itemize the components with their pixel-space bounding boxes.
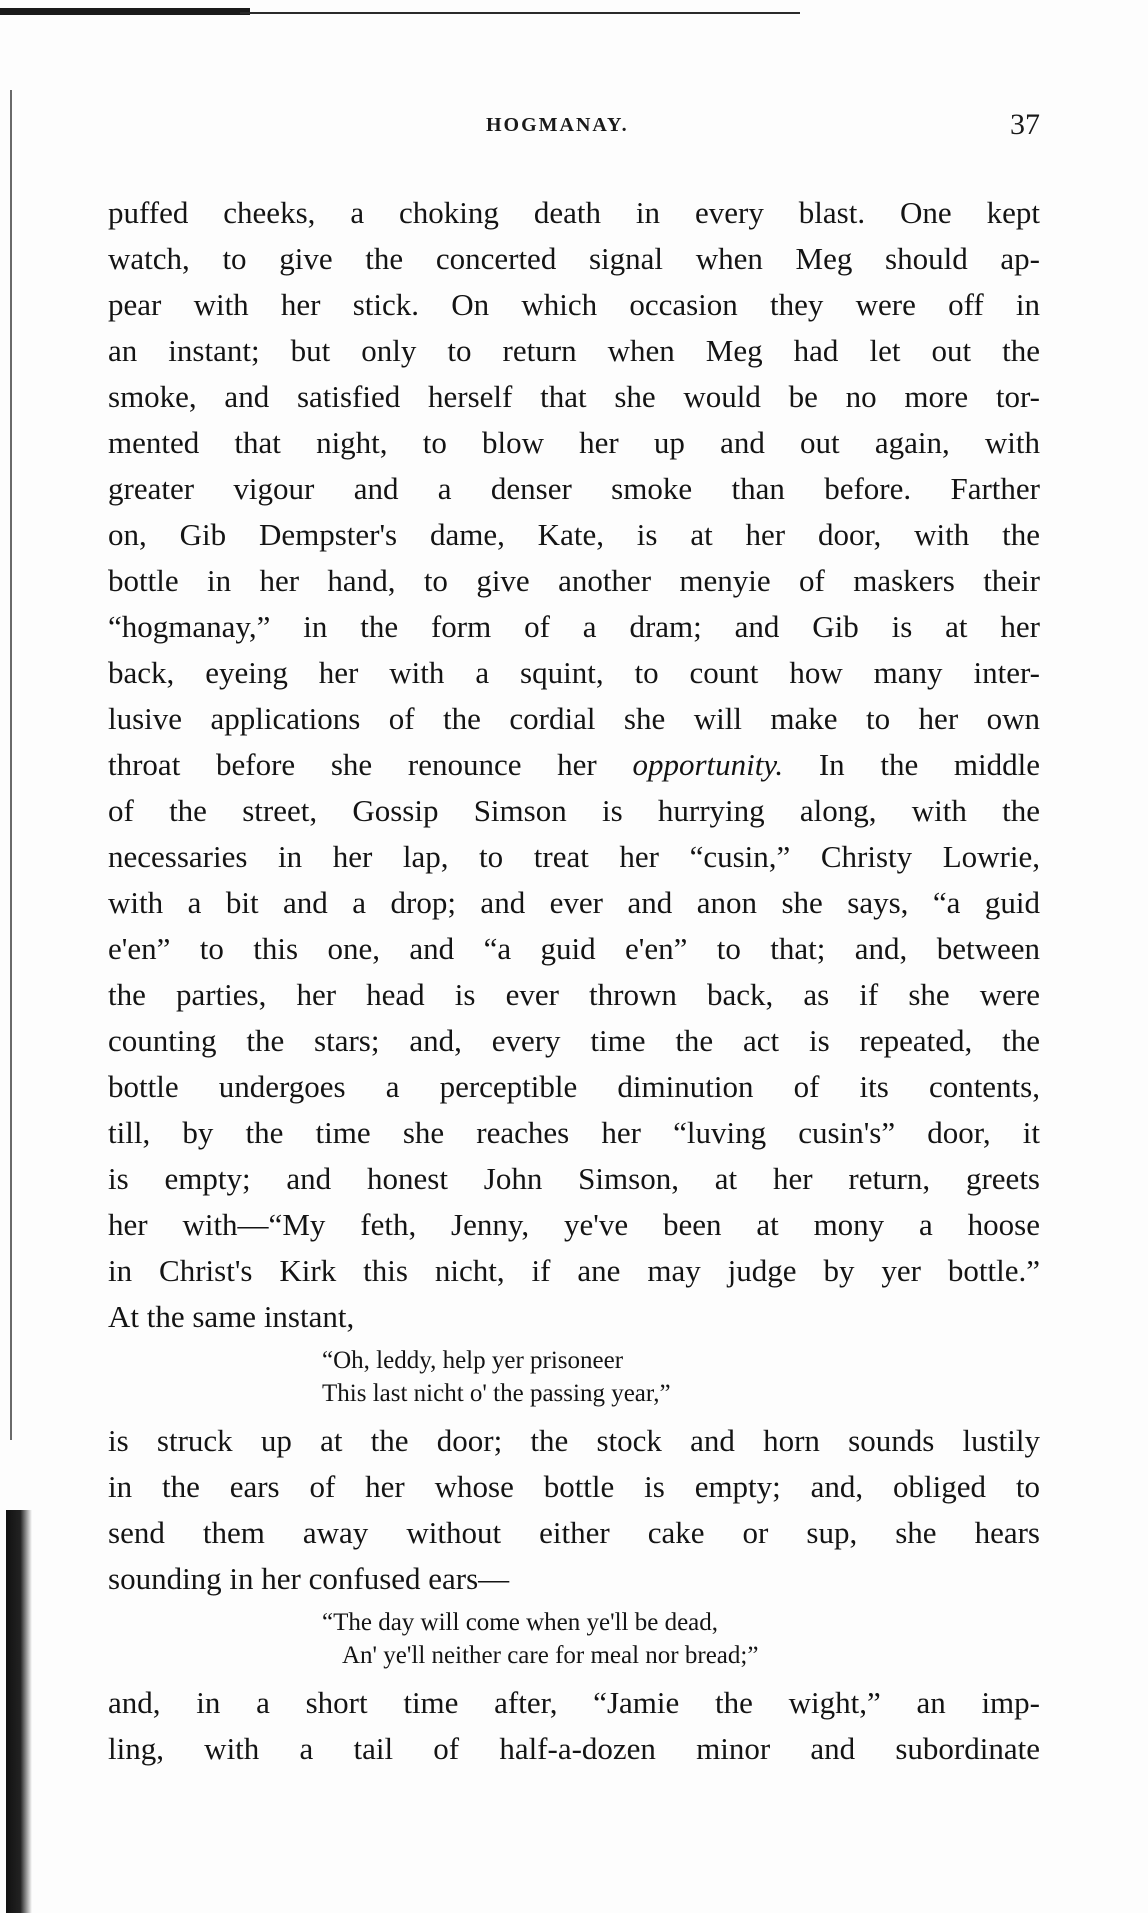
- text-line: with a bit and a drop; and ever and anon she says, “a guid: [108, 885, 1040, 920]
- text-line: in Christ's Kirk this nicht, if ane may judge by yer bottle.”: [108, 1253, 1040, 1288]
- binding-line: [10, 90, 12, 1440]
- text-line: is struck up at the door; the stock and horn sounds lustily: [108, 1423, 1040, 1458]
- top-rule-decoration: [0, 0, 800, 26]
- text-line: ling, with a tail of half-a-dozen minor and subordinate: [108, 1731, 1040, 1766]
- text-segment: In the middle: [783, 747, 1041, 782]
- text-line: back, eyeing her with a squint, to count how many inter-: [108, 655, 1040, 690]
- page-number: 37: [1010, 108, 1040, 141]
- text-line: necessaries in her lap, to treat her “cusin,” Christy Lowrie,: [108, 839, 1040, 874]
- text-line: counting the stars; and, every time the act is repeated, the: [108, 1023, 1040, 1058]
- body-text: [108, 190, 1040, 1772]
- text-line: send them away without either cake or sup, she hears: [108, 1515, 1040, 1550]
- text-line: and, in a short time after, “Jamie the wight,” an imp-: [108, 1685, 1040, 1720]
- page-binding-edge: [0, 90, 40, 1913]
- running-title: HOGMANAY.: [486, 114, 629, 136]
- text-line: of the street, Gossip Simson is hurrying along, with the: [108, 793, 1040, 828]
- text-line: lusive applications of the cordial she will make to her own: [108, 701, 1040, 736]
- text-line-with-italic: [108, 742, 1040, 788]
- text-line: the parties, her head is ever thrown back, as if she were: [108, 977, 1040, 1012]
- text-line: At the same instant,: [108, 1299, 355, 1334]
- text-line: smoke, and satisfied herself that she would be no more tor-: [108, 379, 1040, 414]
- text-segment: throat before she renounce her: [108, 747, 633, 782]
- text-line: is empty; and honest John Simson, at her return, greets: [108, 1161, 1040, 1196]
- text-line: till, by the time she reaches her “luving cusin's” door, it: [108, 1115, 1040, 1150]
- verse-line: An' ye'll neither care for meal nor bread;”: [342, 1642, 759, 1669]
- page-header: [108, 108, 1040, 148]
- text-line: bottle undergoes a perceptible diminution of its contents,: [108, 1069, 1040, 1104]
- text-line: greater vigour and a denser smoke than before. Farther: [108, 471, 1040, 506]
- text-line: e'en” to this one, and “a guid e'en” to that; and, between: [108, 931, 1040, 966]
- text-line: puffed cheeks, a choking death in every blast. One kept: [108, 195, 1040, 230]
- text-line: mented that night, to blow her up and out again, with: [108, 425, 1040, 460]
- italic-word: opportunity.: [632, 747, 784, 782]
- text-line: watch, to give the concerted signal when Meg should ap-: [108, 241, 1040, 276]
- text-line: bottle in her hand, to give another menyie of maskers their: [108, 563, 1040, 598]
- verse-line: This last nicht o' the passing year,”: [322, 1380, 671, 1407]
- text-line: an instant; but only to return when Meg had let out the: [108, 333, 1040, 368]
- text-line: “hogmanay,” in the form of a dram; and Gib is at her: [108, 609, 1040, 644]
- verse-line: “The day will come when ye'll be dead,: [322, 1609, 719, 1636]
- text-line: her with—“My feth, Jenny, ye've been at mony a hoose: [108, 1207, 1040, 1242]
- top-rule-thick: [0, 8, 250, 15]
- verse-line: “Oh, leddy, help yer prisoneer: [322, 1347, 624, 1374]
- text-line: pear with her stick. On which occasion they were off in: [108, 287, 1040, 322]
- top-rule-thin: [240, 12, 800, 14]
- text-line: sounding in her confused ears—: [108, 1561, 510, 1596]
- text-line: in the ears of her whose bottle is empty; and, obliged to: [108, 1469, 1040, 1504]
- binding-shadow: [6, 1510, 32, 1913]
- text-line: on, Gib Dempster's dame, Kate, is at her door, with the: [108, 517, 1040, 552]
